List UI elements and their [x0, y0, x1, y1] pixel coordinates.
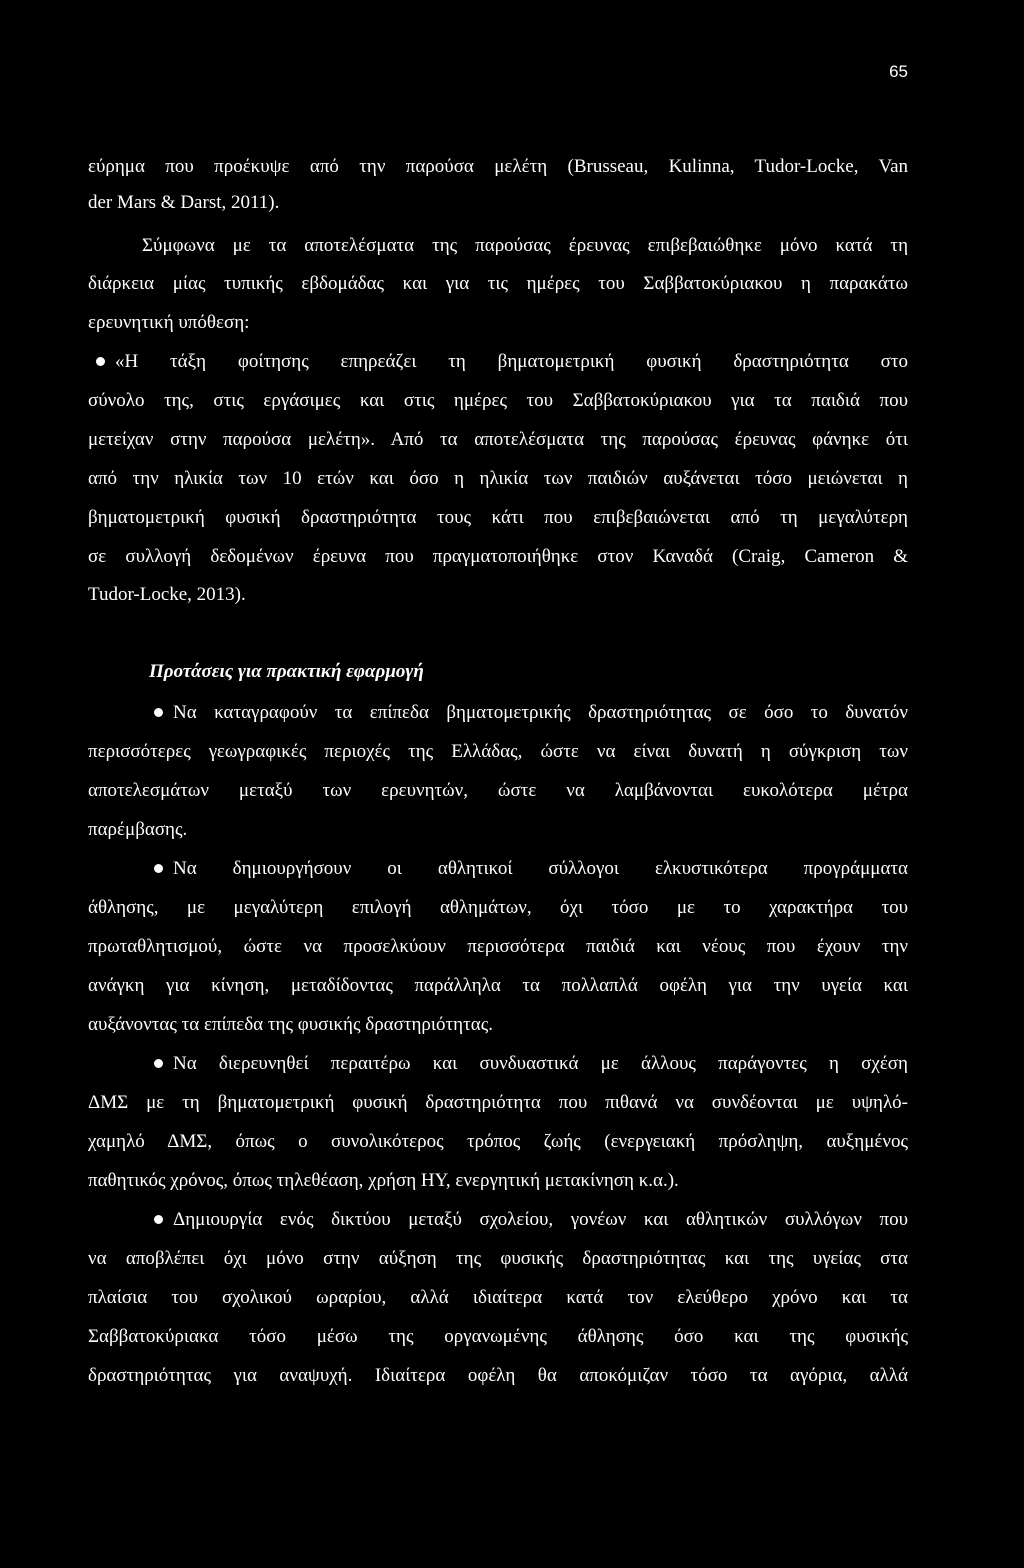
- bullet-icon: [154, 708, 163, 717]
- bullet-item-3: [154, 1052, 908, 1076]
- bullet-icon: [154, 864, 163, 873]
- bullet-icon: [96, 357, 105, 366]
- text-line: να αποβλέπει όχι μόνο στην αύξηση της φυσικής δραστηριότητας και της υγείας στα: [88, 1248, 908, 1269]
- text-line: Να διερευνηθεί περαιτέρω και συνδυαστικά με άλλους παράγοντες η σχέση: [173, 1053, 908, 1074]
- text-line: Δημιουργία ενός δικτύου μεταξύ σχολείου, γονέων και αθλητικών συλλόγων που: [173, 1209, 908, 1230]
- text-line: παρέμβασης.: [88, 819, 188, 840]
- bullet-item-hypothesis: [96, 350, 908, 374]
- text-line: αποτελεσμάτων μεταξύ των ερευνητών, ώστε να λαμβάνονται ευκολότερα μέτρα: [88, 780, 908, 801]
- text-line: εύρημα που προέκυψε από την παρούσα μελέτη (Brusseau, Kulinna, Tudor-Locke, Van: [88, 156, 908, 177]
- text-line: αυξάνοντας τα επίπεδα της φυσικής δραστηριότητας.: [88, 1014, 493, 1035]
- text-line: μετείχαν στην παρούσα μελέτη». Από τα αποτελέσματα της παρούσας έρευνας φάνηκε ότι: [88, 429, 908, 450]
- text-line: ανάγκη για κίνηση, μεταδίδοντας παράλληλα τα πολλαπλά οφέλη για την υγεία και: [88, 975, 908, 996]
- text-line: χαμηλό ΔΜΣ, όπως ο συνολικότερος τρόπος ζωής (ενεργειακή πρόσληψη, αυξημένος: [88, 1131, 908, 1152]
- text-line: σύνολο της, στις εργάσιμες και στις ημέρες του Σαββατοκύριακου για τα παιδιά που: [88, 390, 908, 411]
- bullet-item-1: [154, 701, 908, 725]
- text-line: Σαββατοκύριακα τόσο μέσω της οργανωμένης άθλησης όσο και της φυσικής: [88, 1326, 908, 1347]
- text-line: πρωταθλητισμού, ώστε να προσελκύουν περισσότερα παιδιά και νέους που έχουν την: [88, 936, 908, 957]
- text-line: διάρκεια μίας τυπικής εβδομάδας και για τις ημέρες του Σαββατοκύριακου η παρακάτω: [88, 273, 908, 294]
- text-line: σε συλλογή δεδομένων έρευνα που πραγματοποιήθηκε στον Καναδά (Craig, Cameron &: [88, 546, 908, 567]
- text-line: Σύμφωνα με τα αποτελέσματα της παρούσας έρευνας επιβεβαιώθηκε μόνο κατά τη: [142, 235, 908, 256]
- text-line: Tudor-Locke, 2013).: [88, 584, 246, 605]
- text-line: παθητικός χρόνος, όπως τηλεθέαση, χρήση ΗΥ, ενεργητική μετακίνηση κ.α.).: [88, 1170, 679, 1191]
- text-line: από την ηλικία των 10 ετών και όσο η ηλικία των παιδιών αυξάνεται τόσο μειώνεται η: [88, 468, 908, 489]
- text-line: άθλησης, με μεγαλύτερη επιλογή αθλημάτων, όχι τόσο με το χαρακτήρα του: [88, 897, 908, 918]
- section-heading: Προτάσεις για πρακτική εφαρμογή: [149, 661, 424, 682]
- text-line: βηματομετρική φυσική δραστηριότητα τους κάτι που επιβεβαιώνεται από τη μεγαλύτερη: [88, 507, 908, 528]
- text-line: περισσότερες γεωγραφικές περιοχές της Ελλάδας, ώστε να είναι δυνατή η σύγκριση των: [88, 741, 908, 762]
- text-line: ΔΜΣ με τη βηματομετρική φυσική δραστηριότητα που πιθανά να συνδέονται με υψηλό-: [88, 1092, 908, 1113]
- text-line: ερευνητική υπόθεση:: [88, 312, 250, 333]
- bullet-icon: [154, 1215, 163, 1224]
- bullet-icon: [154, 1059, 163, 1068]
- page-number: 65: [889, 62, 908, 81]
- text-line: Να δημιουργήσουν οι αθλητικοί σύλλογοι ελκυστικότερα προγράμματα: [173, 858, 908, 879]
- text-line: «Η τάξη φοίτησης επηρεάζει τη βηματομετρική φυσική δραστηριότητα στο: [115, 351, 908, 372]
- text-line: πλαίσια του σχολικού ωραρίου, αλλά ιδιαίτερα κατά τον ελεύθερο χρόνο και τα: [88, 1287, 908, 1308]
- text-line: der Mars & Darst, 2011).: [88, 192, 280, 213]
- bullet-item-2: [154, 857, 908, 881]
- text-line: δραστηριότητας για αναψυχή. Ιδιαίτερα οφέλη θα αποκόμιζαν τόσο τα αγόρια, αλλά: [88, 1365, 908, 1386]
- bullet-item-4: [154, 1208, 908, 1232]
- text-line: Να καταγραφούν τα επίπεδα βηματομετρικής δραστηριότητας σε όσο το δυνατόν: [173, 702, 908, 723]
